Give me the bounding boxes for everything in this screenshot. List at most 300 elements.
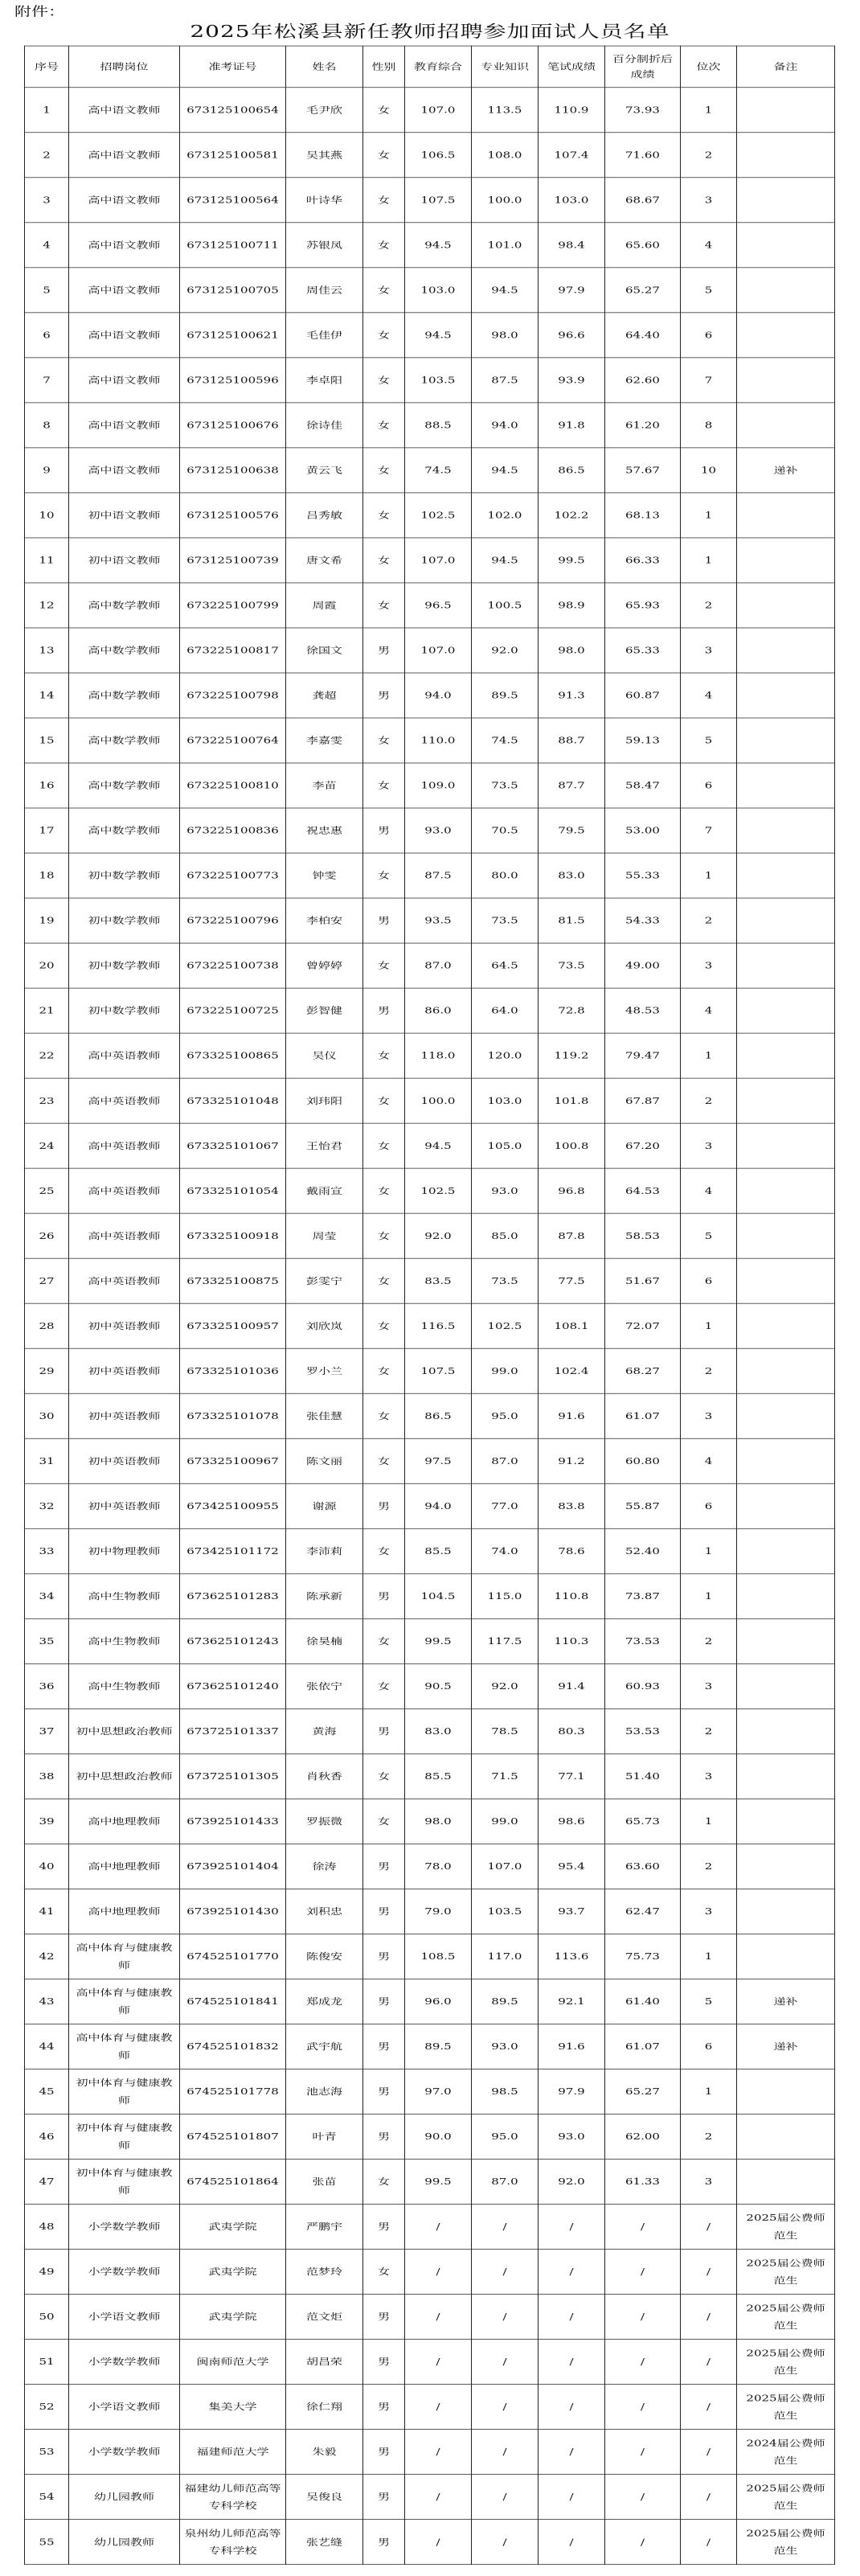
cell-percent-score: 65.27 (605, 268, 681, 313)
cell-remarks (737, 358, 835, 403)
cell-written: 91.2 (539, 1438, 605, 1483)
cell-name: 龚超 (286, 673, 363, 718)
cell-name: 胡昌荣 (286, 2340, 363, 2385)
cell-professional: 87.0 (472, 2159, 539, 2204)
cell-rank: 2 (681, 133, 737, 178)
cell-education: 107.0 (405, 88, 472, 133)
table-row (25, 1889, 835, 1934)
cell-education: 93.5 (405, 898, 472, 943)
cell-professional: 115.0 (472, 1573, 539, 1618)
cell-percent-score: 48.53 (605, 988, 681, 1033)
cell-name: 黄海 (286, 1708, 363, 1754)
cell-remarks (737, 1483, 835, 1528)
cell-name: 苏银凤 (286, 223, 363, 268)
cell-remarks: 2025届公费师范生 (737, 2475, 835, 2520)
header-remarks: 备注 (737, 46, 835, 88)
cell-percent-score: 58.53 (605, 1213, 681, 1258)
cell-exam-id: 673225100796 (180, 898, 286, 943)
cell-name: 李卓阳 (286, 358, 363, 403)
cell-name: 叶青 (286, 2114, 363, 2159)
cell-professional: 64.0 (472, 988, 539, 1033)
cell-seq: 15 (25, 718, 69, 763)
cell-seq: 43 (25, 1979, 69, 2024)
cell-seq: 23 (25, 1078, 69, 1123)
cell-seq: 54 (25, 2475, 69, 2520)
cell-education: 96.0 (405, 1979, 472, 2024)
cell-gender: 男 (363, 628, 405, 673)
cell-name: 李沛莉 (286, 1528, 363, 1573)
cell-gender: 女 (363, 718, 405, 763)
cell-gender: 女 (363, 403, 405, 448)
cell-remarks (737, 1934, 835, 1979)
cell-percent-score: 65.27 (605, 2069, 681, 2114)
cell-seq: 29 (25, 1348, 69, 1393)
cell-position: 高中数学教师 (69, 808, 180, 853)
cell-rank: / (681, 2295, 737, 2340)
cell-percent-score: 61.20 (605, 403, 681, 448)
cell-name: 徐涛 (286, 1844, 363, 1889)
cell-remarks: 2025届公费师范生 (737, 2295, 835, 2340)
cell-written: 91.6 (539, 1393, 605, 1438)
cell-education: 87.5 (405, 853, 472, 898)
cell-exam-id: 673325100875 (180, 1258, 286, 1303)
cell-position: 高中生物教师 (69, 1618, 180, 1663)
cell-gender: 男 (363, 2520, 405, 2565)
cell-rank: 1 (681, 1934, 737, 1979)
cell-education: 99.5 (405, 2159, 472, 2204)
cell-percent-score: 61.33 (605, 2159, 681, 2204)
cell-seq: 38 (25, 1754, 69, 1799)
table-row (25, 178, 835, 223)
header-seq: 序号 (25, 46, 69, 88)
cell-gender: 女 (363, 1663, 405, 1708)
cell-education: 104.5 (405, 1573, 472, 1618)
cell-position: 高中英语教师 (69, 1033, 180, 1078)
header-position: 招聘岗位 (69, 46, 180, 88)
cell-name: 戴雨宣 (286, 1168, 363, 1213)
cell-education: 87.0 (405, 943, 472, 988)
cell-gender: 女 (363, 943, 405, 988)
cell-position: 初中英语教师 (69, 1483, 180, 1528)
cell-professional: / (472, 2295, 539, 2340)
cell-seq: 22 (25, 1033, 69, 1078)
cell-written: 107.4 (539, 133, 605, 178)
cell-name: 陈俊安 (286, 1934, 363, 1979)
cell-position: 高中语文教师 (69, 223, 180, 268)
cell-education: 79.0 (405, 1889, 472, 1934)
cell-exam-id: 673325101054 (180, 1168, 286, 1213)
cell-seq: 7 (25, 358, 69, 403)
cell-percent-score: 71.60 (605, 133, 681, 178)
cell-exam-id: 673925101430 (180, 1889, 286, 1934)
cell-professional: 98.0 (472, 313, 539, 358)
cell-rank: 3 (681, 628, 737, 673)
cell-name: 徐国文 (286, 628, 363, 673)
cell-exam-id: 673225100810 (180, 763, 286, 808)
cell-written: 93.0 (539, 2114, 605, 2159)
cell-gender: 男 (363, 2430, 405, 2475)
cell-name: 钟雯 (286, 853, 363, 898)
cell-gender: 女 (363, 1078, 405, 1123)
cell-gender: 女 (363, 1348, 405, 1393)
cell-name: 徐仁翔 (286, 2385, 363, 2430)
cell-position: 高中体育与健康教师 (69, 1934, 180, 1979)
cell-percent-score: 54.33 (605, 898, 681, 943)
cell-written: 98.9 (539, 583, 605, 628)
cell-gender: 女 (363, 2159, 405, 2204)
cell-position: 初中数学教师 (69, 898, 180, 943)
cell-education: 74.5 (405, 448, 472, 493)
cell-rank: 4 (681, 1438, 737, 1483)
cell-seq: 50 (25, 2295, 69, 2340)
cell-remarks (737, 988, 835, 1033)
table-row (25, 133, 835, 178)
table-row (25, 2340, 835, 2385)
cell-remarks (737, 1799, 835, 1844)
table-row (25, 1258, 835, 1303)
table-row (25, 1844, 835, 1889)
cell-written: 98.6 (539, 1799, 605, 1844)
cell-name: 吕秀敏 (286, 493, 363, 538)
cell-seq: 24 (25, 1123, 69, 1168)
cell-remarks (737, 808, 835, 853)
cell-seq: 30 (25, 1393, 69, 1438)
table-row (25, 718, 835, 763)
table-row (25, 448, 835, 493)
cell-gender: 女 (363, 538, 405, 583)
cell-seq: 18 (25, 853, 69, 898)
cell-written: 100.8 (539, 1123, 605, 1168)
cell-written: 91.6 (539, 2024, 605, 2069)
cell-exam-id: 673125100739 (180, 538, 286, 583)
table-row (25, 1979, 835, 2024)
cell-exam-id: 673325101067 (180, 1123, 286, 1168)
cell-position: 初中数学教师 (69, 988, 180, 1033)
cell-exam-id: 武夷学院 (180, 2250, 286, 2295)
table-row (25, 1528, 835, 1573)
cell-position: 小学数学教师 (69, 2430, 180, 2475)
cell-name: 祝忠惠 (286, 808, 363, 853)
cell-gender: 女 (363, 88, 405, 133)
table-row (25, 628, 835, 673)
cell-written: 72.8 (539, 988, 605, 1033)
cell-gender: 男 (363, 2340, 405, 2385)
cell-professional: 105.0 (472, 1123, 539, 1168)
table-row (25, 2024, 835, 2069)
cell-gender: 男 (363, 808, 405, 853)
cell-exam-id: 673125100654 (180, 88, 286, 133)
cell-remarks (737, 268, 835, 313)
cell-exam-id: 673725101337 (180, 1708, 286, 1754)
cell-professional: 73.5 (472, 763, 539, 808)
cell-written: 88.7 (539, 718, 605, 763)
table-row (25, 1573, 835, 1618)
cell-exam-id: 674525101864 (180, 2159, 286, 2204)
cell-rank: 2 (681, 1618, 737, 1663)
cell-written: / (539, 2475, 605, 2520)
cell-gender: 女 (363, 268, 405, 313)
cell-percent-score: 79.47 (605, 1033, 681, 1078)
cell-seq: 13 (25, 628, 69, 673)
cell-position: 高中生物教师 (69, 1573, 180, 1618)
table-row (25, 853, 835, 898)
cell-rank: 6 (681, 763, 737, 808)
cell-name: 罗振微 (286, 1799, 363, 1844)
cell-professional: 93.0 (472, 2024, 539, 2069)
cell-professional: 92.0 (472, 1663, 539, 1708)
table-row (25, 1438, 835, 1483)
cell-seq: 10 (25, 493, 69, 538)
cell-remarks (737, 1258, 835, 1303)
cell-position: 高中地理教师 (69, 1889, 180, 1934)
cell-gender: 女 (363, 223, 405, 268)
table-row (25, 313, 835, 358)
cell-written: 77.5 (539, 1258, 605, 1303)
table-row (25, 1934, 835, 1979)
cell-gender: 女 (363, 1393, 405, 1438)
cell-gender: 女 (363, 853, 405, 898)
cell-professional: 73.5 (472, 898, 539, 943)
cell-name: 叶诗华 (286, 178, 363, 223)
cell-education: 110.0 (405, 718, 472, 763)
cell-exam-id: 673725101305 (180, 1754, 286, 1799)
cell-remarks (737, 133, 835, 178)
cell-name: 张艺缝 (286, 2520, 363, 2565)
table-row (25, 2430, 835, 2475)
table-row (25, 1799, 835, 1844)
cell-exam-id: 674525101778 (180, 2069, 286, 2114)
cell-name: 李苗 (286, 763, 363, 808)
cell-seq: 52 (25, 2385, 69, 2430)
cell-remarks (737, 1393, 835, 1438)
table-row (25, 358, 835, 403)
cell-remarks (737, 853, 835, 898)
cell-remarks (737, 1213, 835, 1258)
cell-position: 高中英语教师 (69, 1258, 180, 1303)
cell-professional: 77.0 (472, 1483, 539, 1528)
cell-education: 107.5 (405, 1348, 472, 1393)
cell-exam-id: 673125100564 (180, 178, 286, 223)
cell-rank: / (681, 2520, 737, 2565)
cell-education: 94.0 (405, 673, 472, 718)
cell-percent-score: 55.33 (605, 853, 681, 898)
cell-remarks (737, 1573, 835, 1618)
cell-exam-id: 673125100705 (180, 268, 286, 313)
cell-education: 86.5 (405, 1393, 472, 1438)
cell-name: 黄云飞 (286, 448, 363, 493)
cell-education: 89.5 (405, 2024, 472, 2069)
cell-written: 101.8 (539, 1078, 605, 1123)
cell-remarks (737, 1528, 835, 1573)
cell-rank: 1 (681, 1528, 737, 1573)
cell-gender: 女 (363, 1123, 405, 1168)
cell-written: 87.7 (539, 763, 605, 808)
cell-percent-score: 66.33 (605, 538, 681, 583)
cell-remarks (737, 673, 835, 718)
cell-written: 110.9 (539, 88, 605, 133)
cell-gender: 女 (363, 358, 405, 403)
cell-name: 罗小兰 (286, 1348, 363, 1393)
cell-seq: 25 (25, 1168, 69, 1213)
cell-position: 初中数学教师 (69, 853, 180, 898)
cell-exam-id: 武夷学院 (180, 2205, 286, 2250)
table-row (25, 1708, 835, 1754)
table-row (25, 2385, 835, 2430)
table-row (25, 943, 835, 988)
cell-professional: 103.0 (472, 1078, 539, 1123)
cell-exam-id: 673225100764 (180, 718, 286, 763)
cell-professional: / (472, 2520, 539, 2565)
cell-remarks: 2025届公费师范生 (737, 2385, 835, 2430)
cell-remarks (737, 1078, 835, 1123)
cell-rank: 1 (681, 1303, 737, 1348)
cell-position: 初中体育与健康教师 (69, 2114, 180, 2159)
cell-professional: 108.0 (472, 133, 539, 178)
cell-percent-score: 53.53 (605, 1708, 681, 1754)
cell-rank: 6 (681, 2024, 737, 2069)
table-row (25, 1078, 835, 1123)
cell-rank: 2 (681, 1844, 737, 1889)
cell-rank: 4 (681, 1168, 737, 1213)
cell-position: 高中语文教师 (69, 88, 180, 133)
cell-name: 毛佳伊 (286, 313, 363, 358)
cell-seq: 26 (25, 1213, 69, 1258)
cell-rank: 6 (681, 1483, 737, 1528)
cell-seq: 41 (25, 1889, 69, 1934)
cell-position: 小学数学教师 (69, 2340, 180, 2385)
cell-gender: 男 (363, 1934, 405, 1979)
cell-position: 小学语文教师 (69, 2295, 180, 2340)
cell-professional: 100.0 (472, 178, 539, 223)
cell-professional: 78.5 (472, 1708, 539, 1754)
cell-rank: / (681, 2205, 737, 2250)
cell-written: 92.0 (539, 2159, 605, 2204)
cell-seq: 11 (25, 538, 69, 583)
cell-name: 张佳慧 (286, 1393, 363, 1438)
cell-seq: 39 (25, 1799, 69, 1844)
cell-written: 79.5 (539, 808, 605, 853)
cell-position: 初中英语教师 (69, 1393, 180, 1438)
cell-gender: 男 (363, 898, 405, 943)
cell-written: 91.4 (539, 1663, 605, 1708)
cell-percent-score: / (605, 2385, 681, 2430)
cell-remarks (737, 538, 835, 583)
cell-remarks (737, 2159, 835, 2204)
cell-position: 高中生物教师 (69, 1663, 180, 1708)
cell-professional: 100.5 (472, 583, 539, 628)
cell-exam-id: 673925101433 (180, 1799, 286, 1844)
table-row (25, 403, 835, 448)
cell-seq: 28 (25, 1303, 69, 1348)
cell-written: 92.1 (539, 1979, 605, 2024)
cell-professional: / (472, 2250, 539, 2295)
cell-remarks (737, 1663, 835, 1708)
cell-exam-id: 673225100773 (180, 853, 286, 898)
cell-education: 99.5 (405, 1618, 472, 1663)
cell-position: 初中语文教师 (69, 493, 180, 538)
cell-remarks (737, 718, 835, 763)
cell-name: 周霞 (286, 583, 363, 628)
table-row (25, 268, 835, 313)
cell-rank: 8 (681, 403, 737, 448)
cell-education: 116.5 (405, 1303, 472, 1348)
cell-rank: 2 (681, 898, 737, 943)
cell-percent-score: 60.93 (605, 1663, 681, 1708)
cell-name: 范梦玲 (286, 2250, 363, 2295)
cell-seq: 53 (25, 2430, 69, 2475)
cell-remarks: 递补 (737, 2024, 835, 2069)
cell-rank: / (681, 2340, 737, 2385)
cell-percent-score: 73.93 (605, 88, 681, 133)
cell-professional: 73.5 (472, 1258, 539, 1303)
cell-gender: 男 (363, 2069, 405, 2114)
cell-rank: / (681, 2250, 737, 2295)
cell-rank: 3 (681, 2159, 737, 2204)
cell-education: 100.0 (405, 1078, 472, 1123)
cell-position: 初中英语教师 (69, 1303, 180, 1348)
cell-education: 102.5 (405, 1168, 472, 1213)
cell-name: 刘积忠 (286, 1889, 363, 1934)
cell-exam-id: 673325101078 (180, 1393, 286, 1438)
cell-written: 102.4 (539, 1348, 605, 1393)
cell-education: 98.0 (405, 1799, 472, 1844)
cell-percent-score: 62.00 (605, 2114, 681, 2159)
cell-position: 高中英语教师 (69, 1123, 180, 1168)
cell-written: 91.8 (539, 403, 605, 448)
cell-position: 小学语文教师 (69, 2385, 180, 2430)
cell-percent-score: 60.87 (605, 673, 681, 718)
cell-professional: 64.5 (472, 943, 539, 988)
cell-position: 初中思想政治教师 (69, 1708, 180, 1754)
cell-written: 96.8 (539, 1168, 605, 1213)
cell-percent-score: 60.80 (605, 1438, 681, 1483)
cell-remarks (737, 583, 835, 628)
cell-remarks (737, 1033, 835, 1078)
cell-name: 武宇航 (286, 2024, 363, 2069)
cell-professional: 71.5 (472, 1754, 539, 1799)
cell-written: 87.8 (539, 1213, 605, 1258)
cell-remarks: 2024届公费师范生 (737, 2430, 835, 2475)
cell-rank: 5 (681, 1213, 737, 1258)
cell-percent-score: / (605, 2520, 681, 2565)
cell-name: 李嘉雯 (286, 718, 363, 763)
cell-remarks: 2025届公费师范生 (737, 2340, 835, 2385)
cell-education: 92.0 (405, 1213, 472, 1258)
cell-professional: 98.5 (472, 2069, 539, 2114)
cell-professional: 107.0 (472, 1844, 539, 1889)
cell-seq: 21 (25, 988, 69, 1033)
cell-written: / (539, 2250, 605, 2295)
cell-education: 93.0 (405, 808, 472, 853)
cell-percent-score: 67.20 (605, 1123, 681, 1168)
cell-exam-id: 673225100799 (180, 583, 286, 628)
cell-name: 肖秋香 (286, 1754, 363, 1799)
cell-education: 102.5 (405, 493, 472, 538)
cell-rank: 6 (681, 313, 737, 358)
cell-seq: 40 (25, 1844, 69, 1889)
cell-exam-id: 673125100581 (180, 133, 286, 178)
cell-seq: 8 (25, 403, 69, 448)
table-row (25, 1754, 835, 1799)
cell-name: 刘玮阳 (286, 1078, 363, 1123)
cell-professional: / (472, 2205, 539, 2250)
cell-position: 高中地理教师 (69, 1844, 180, 1889)
cell-written: / (539, 2385, 605, 2430)
cell-position: 初中数学教师 (69, 943, 180, 988)
cell-exam-id: 673625101283 (180, 1573, 286, 1618)
cell-percent-score: / (605, 2340, 681, 2385)
cell-percent-score: 51.67 (605, 1258, 681, 1303)
